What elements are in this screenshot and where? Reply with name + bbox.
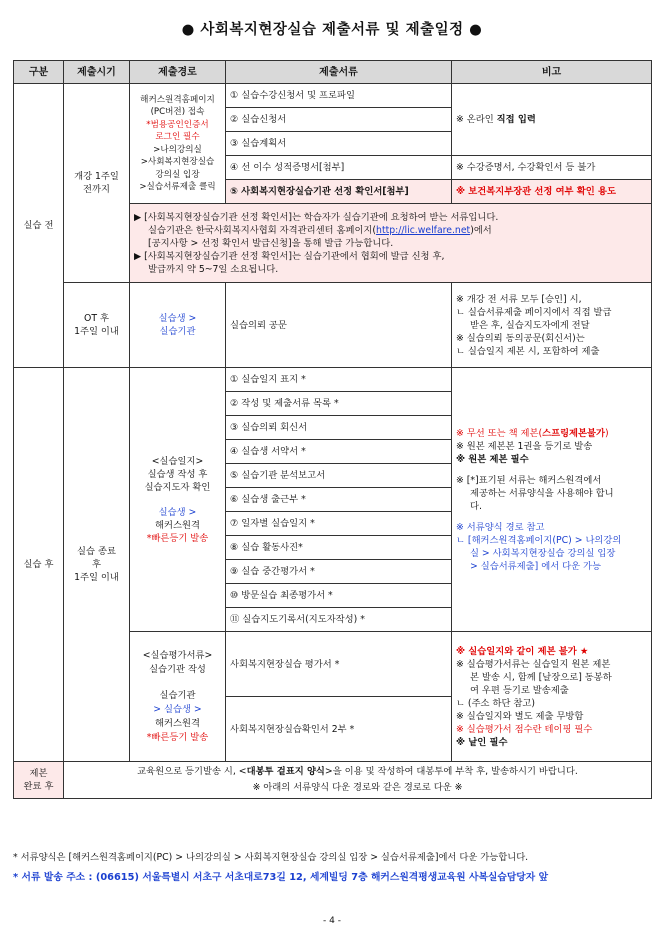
category-after: 실습 후 <box>14 368 64 762</box>
period-before-2: OT 후 1주일 이내 <box>64 283 130 368</box>
doc-attendance: ⑥ 실습생 출근부 * <box>226 488 452 512</box>
remark-request-letter: ※ 개강 전 서류 모두 [승인] 시, ㄴ 실습서류제출 페이지에서 직접 발급 받은 후, 실습지도자에게 전달 ※ 실습의뢰 동의공문(회신서)는 ㄴ 실습일지 제본 시, 포함하여 제출 <box>452 283 652 368</box>
welfare-link[interactable]: http://lic.welfare.net <box>376 224 471 236</box>
page-title: ● 사회복지현장실습 제출서류 및 제출일정 ● <box>181 22 483 38</box>
period-before-1: 개강 1주일 전까지 <box>64 84 130 283</box>
doc-journal-cover: ① 실습일지 표지 * <box>226 368 452 392</box>
doc-confirmation: 사회복지현장실습확인서 2부 * <box>226 697 452 762</box>
remark-transcript: ※ 수강증명서, 수강확인서 등 불가 <box>452 156 652 180</box>
doc-reply: ③ 실습의뢰 회신서 <box>226 416 452 440</box>
doc-final-eval: ⑩ 방문실습 최종평가서 * <box>226 584 452 608</box>
doc-midterm-eval: ⑨ 실습 중간평가서 * <box>226 560 452 584</box>
header-route: 제출경로 <box>130 61 226 84</box>
remark-evaluation: ※ 실습일지와 같이 제본 불가 ★ ※ 실습평가서류는 실습일지 원본 제본 본 발송 시, 함께 [날장으로] 동봉하 여 우편 등기로 발송제출 ㄴ (주소 하단 참고) ※ 실습일지와 별도 제출 무방함 ※ 실습평가서 점수란 테이핑 필수 ※ 낱인 필수 <box>452 632 652 762</box>
header-documents: 제출서류 <box>226 61 452 84</box>
complete-instructions: 교육원으로 등기발송 시, <대봉투 겉표지 양식>을 이용 및 작성하여 대봉투에 부착 후, 발송하시기 바랍니다. ※ 아래의 서류양식 다운 경로와 같은 경로로 다운 ※ <box>64 762 652 799</box>
footer-address: * 서류 발송 주소 : (06615) 서울특별시 서초구 서초대로73길 12, 세계빌딩 7층 해커스원격평생교육원 사복실습담당자 앞 <box>13 872 549 883</box>
doc-plan: ③ 실습계획서 <box>226 132 452 156</box>
doc-application: ② 실습신청서 <box>226 108 452 132</box>
route-before-1: 해커스원격홈페이지 (PC버전) 접속 *범용공인인증서 로그인 필수 >나의강의실 >사회복지현장실습 강의실 입장 >실습서류제출 클릭 <box>130 84 226 204</box>
category-complete: 제본 완료 후 <box>14 762 64 799</box>
doc-photos: ⑧ 실습 활동사진* <box>226 536 452 560</box>
doc-daily-journal: ⑦ 일자별 실습일지 * <box>226 512 452 536</box>
route-before-2: 실습생 > 실습기관 <box>130 283 226 368</box>
doc-list: ② 작성 및 제출서류 목록 * <box>226 392 452 416</box>
doc-supervision-record: ⑪ 실습지도기록서(지도자작성) * <box>226 608 452 632</box>
route-after-1: <실습일지> 실습생 작성 후 실습지도자 확인 실습생 > 해커스원격 *빠른등기 발송 <box>130 368 226 632</box>
header-remarks: 비고 <box>452 61 652 84</box>
footer-download-path: * 서류양식은 [해커스원격홈페이지(PC) > 나의강의실 > 사회복지현장실습 강의실 입장 > 실습서류제출]에서 다운 가능합니다. <box>13 852 529 863</box>
doc-agency-analysis: ⑤ 실습기관 분석보고서 <box>226 464 452 488</box>
doc-request-letter: 실습의뢰 공문 <box>226 283 452 368</box>
header-category: 구분 <box>14 61 64 84</box>
remark-journal: ※ 무선 또는 책 제본(스프링제본불가) ※ 원본 제본본 1권을 등기로 발송 ※ 원본 제본 필수 ※ [*]표기된 서류는 해커스원격에서 제공하는 서류양식을 사용해야 합니 다. ※ 서류양식 경로 참고 ㄴ [해커스원격홈페이지(PC) > 나의강의 실 > 사회복지현장실습 강의실 입장 > 실습서류제출] 에서 다운 가능 <box>452 368 652 632</box>
submission-table <box>13 60 652 799</box>
header-period: 제출시기 <box>64 61 130 84</box>
remark-agency-confirmation: ※ 보건복지부장관 선정 여부 확인 용도 <box>452 180 652 204</box>
agency-confirmation-note: ▶ [사회복지현장실습기관 선정 확인서]는 학습자가 실습기관에 요청하여 받는 서류입니다. 실습기관은 한국사회복지사협회 자격관리센터 홈페이지(http://lic.welfare.net)에서 [공지사항 > 선정 확인서 발급신청]을 통해 발급 가능합니다. ▶ [사회복지현장실습기관 선정 확인서]는 실습기관에서 협회에 발급 신청 후, 발급까지 약 5~7일 소요됩니다. <box>130 204 652 283</box>
remark-online: ※ 온라인 직접 입력 <box>452 84 652 156</box>
doc-transcript: ④ 선 이수 성적증명서[첨부] <box>226 156 452 180</box>
period-after: 실습 종료 후 1주일 이내 <box>64 368 130 762</box>
doc-agency-confirmation: ⑤ 사회복지현장실습기관 선정 확인서[첨부] <box>226 180 452 204</box>
route-after-2: <실습평가서류> 실습기관 작성 실습기관 > 실습생 > 해커스원격 *빠른등기 발송 <box>130 632 226 762</box>
category-before: 실습 전 <box>14 84 64 368</box>
doc-application-profile: ① 실습수강신청서 및 프로파일 <box>226 84 452 108</box>
doc-evaluation: 사회복지현장실습 평가서 * <box>226 632 452 697</box>
page-number: - 4 - <box>323 916 341 926</box>
doc-pledge: ④ 실습생 서약서 * <box>226 440 452 464</box>
